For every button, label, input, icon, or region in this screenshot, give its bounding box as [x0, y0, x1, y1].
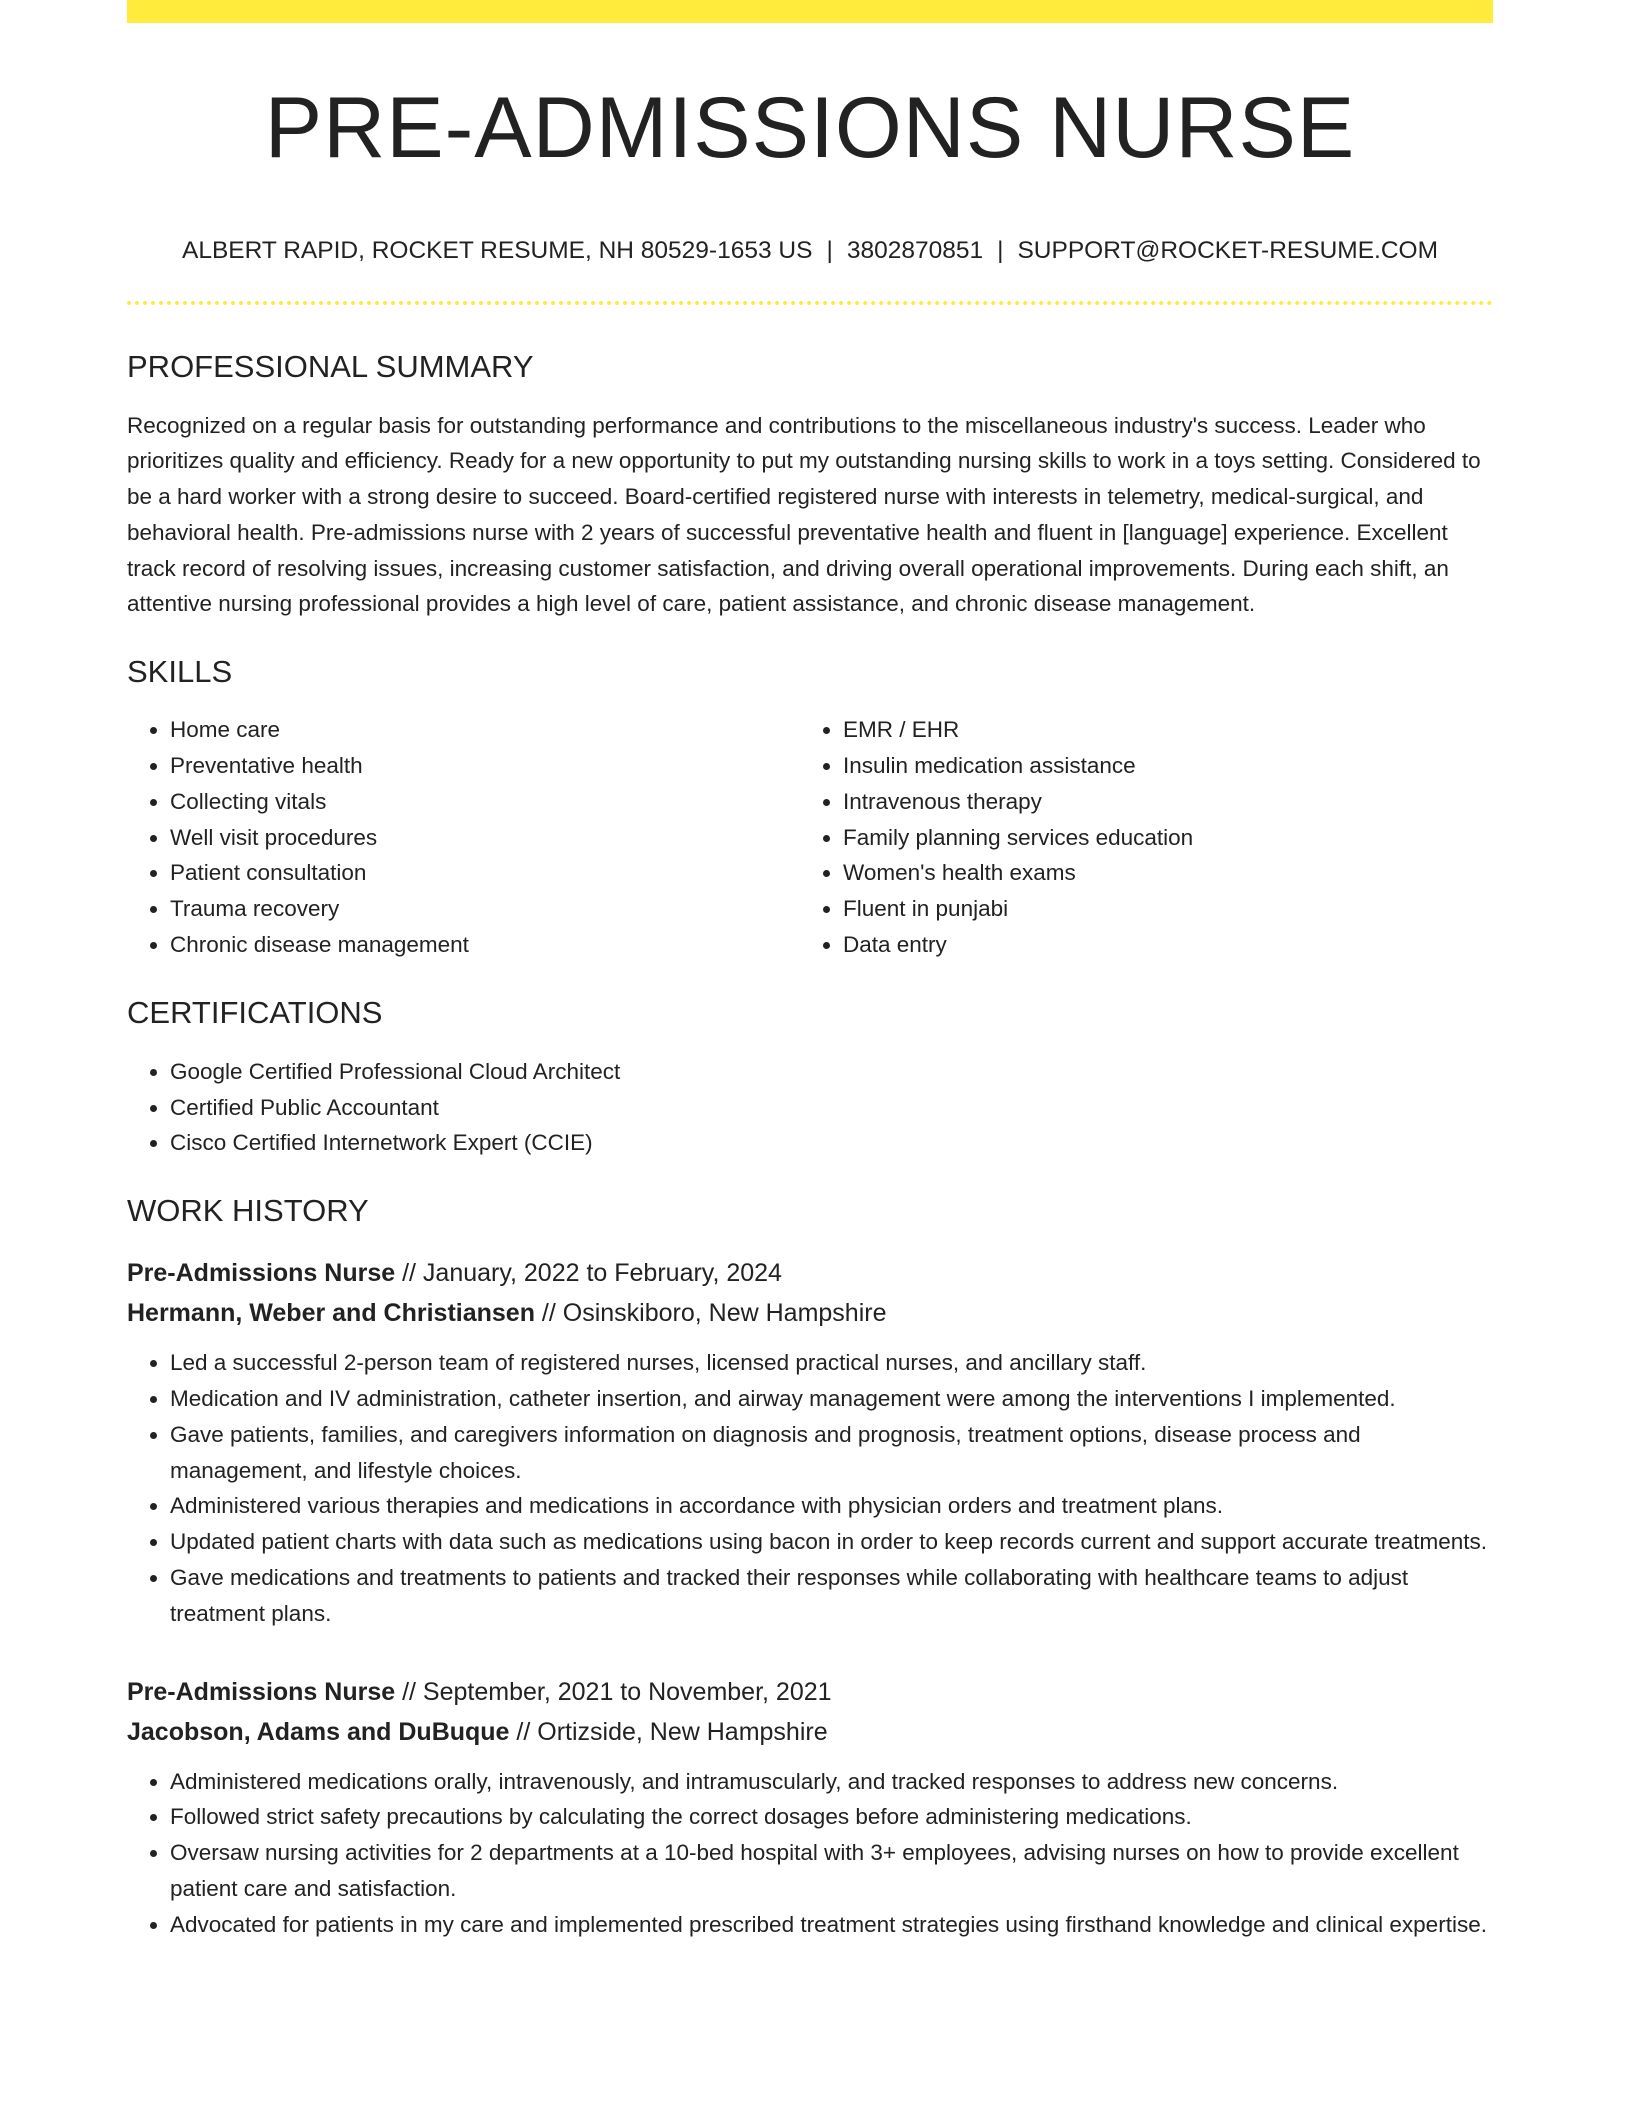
skill-item: • Chronic disease management	[170, 927, 800, 963]
contact-line	[127, 239, 1493, 264]
job-dates: // September, 2021 to November, 2021	[395, 1677, 832, 1706]
skills-list-right	[800, 712, 1473, 963]
contact-separator: |	[997, 237, 1004, 264]
job-bullets	[127, 1345, 1493, 1631]
job-role-line	[127, 1253, 1493, 1293]
job-bullet: • Gave medications and treatments to patients and tracked their responses while collaborating with healthcare teams to adjust treatment plans.	[170, 1560, 1493, 1632]
contact-address: ALBERT RAPID, ROCKET RESUME, NH 80529-1653 US	[182, 237, 813, 264]
job-role: Pre-Admissions Nurse	[127, 1677, 396, 1706]
job-location: // Osinskiboro, New Hampshire	[534, 1299, 887, 1328]
certifications-list	[127, 1054, 1493, 1161]
job-company-line	[127, 1712, 1493, 1752]
skills-heading: SKILLS	[127, 654, 233, 690]
job-bullet: • Advocated for patients in my care and implemented prescribed treatment strategies using firsthand knowledge and clinical expertise.	[170, 1907, 1493, 1943]
certification-item: • Certified Public Accountant	[170, 1090, 1493, 1126]
skills-columns	[127, 712, 1493, 963]
resume-page	[127, 0, 1493, 1943]
skill-item: • Preventative health	[170, 748, 800, 784]
job-bullet: • Led a successful 2-person team of registered nurses, licensed practical nurses, and ancillary staff.	[170, 1345, 1493, 1381]
job-bullet: • Medication and IV administration, catheter insertion, and airway management were among the interventions I implemented.	[170, 1381, 1493, 1417]
skill-item: • Data entry	[843, 927, 1473, 963]
skill-item: • Women's health exams	[843, 855, 1473, 891]
job-entry	[127, 1672, 1493, 1943]
job-dates: // January, 2022 to February, 2024	[395, 1259, 782, 1288]
job-bullet: • Oversaw nursing activities for 2 departments at a 10-bed hospital with 3+ employees, advising nurses on how to provide excellent patient care and satisfaction.	[170, 1835, 1493, 1907]
certification-item: • Google Certified Professional Cloud Architect	[170, 1054, 1493, 1090]
skill-item: • Home care	[170, 712, 800, 748]
job-company-line	[127, 1293, 1493, 1333]
job-entry	[127, 1253, 1493, 1631]
job-bullet: • Administered medications orally, intravenously, and intramuscularly, and tracked responses to address new concerns.	[170, 1764, 1493, 1800]
summary-text: Recognized on a regular basis for outstanding performance and contributions to the miscellaneous industry's success. Leader who prioritizes quality and efficiency. Ready for a new opportunity to put my outstanding nursing skills to work in a toys setting. Considered to be a hard worker with a strong desire to succeed. Board-certified registered nurse with interests in telemetry, medical-surgical, and behavioral health. Pre-admissions nurse with 2 years of successful preventative health and fluent in [language] experience. Excellent track record of resolving issues, increasing customer satisfaction, and driving overall operational improvements. During each shift, an attentive nursing professional provides a high level of care, patient assistance, and chronic disease management.	[127, 412, 1481, 617]
work-history-heading: WORK HISTORY	[127, 1193, 369, 1229]
contact-separator: |	[826, 237, 833, 264]
skill-item: • Trauma recovery	[170, 891, 800, 927]
skill-item: • Insulin medication assistance	[843, 748, 1473, 784]
job-role-line	[127, 1672, 1493, 1712]
job-bullet: • Followed strict safety precautions by calculating the correct dosages before administering medications.	[170, 1799, 1493, 1835]
summary-heading: PROFESSIONAL SUMMARY	[127, 348, 534, 384]
skills-list-left	[127, 712, 800, 963]
skill-item: • Family planning services education	[843, 820, 1473, 856]
contact-email: SUPPORT@ROCKET-RESUME.COM	[1017, 237, 1438, 264]
dotted-divider	[127, 301, 1493, 305]
skill-item: • Intravenous therapy	[843, 784, 1473, 820]
skill-item: • Patient consultation	[170, 855, 800, 891]
job-company: Jacobson, Adams and DuBuque	[127, 1717, 510, 1746]
resume-title: PRE-ADMISSIONS NURSE	[264, 80, 1356, 176]
certifications-heading: CERTIFICATIONS	[127, 994, 383, 1030]
job-bullet: • Administered various therapies and medications in accordance with physician orders and treatment plans.	[170, 1488, 1493, 1524]
skill-item: • EMR / EHR	[843, 712, 1473, 748]
skill-item: • Collecting vitals	[170, 784, 800, 820]
skill-item: • Well visit procedures	[170, 820, 800, 856]
job-role: Pre-Admissions Nurse	[127, 1259, 396, 1288]
accent-bar	[127, 0, 1493, 23]
job-company: Hermann, Weber and Christiansen	[127, 1299, 535, 1328]
job-bullets	[127, 1764, 1493, 1943]
contact-phone: 3802870851	[846, 237, 984, 264]
job-bullet: • Updated patient charts with data such as medications using bacon in order to keep records current and support accurate treatments.	[170, 1524, 1493, 1560]
skill-item: • Fluent in punjabi	[843, 891, 1473, 927]
certification-item: • Cisco Certified Internetwork Expert (CCIE)	[170, 1125, 1493, 1161]
job-location: // Ortizside, New Hampshire	[509, 1717, 828, 1746]
job-bullet: • Gave patients, families, and caregivers information on diagnosis and prognosis, treatment options, disease process and management, and lifestyle choices.	[170, 1417, 1493, 1489]
